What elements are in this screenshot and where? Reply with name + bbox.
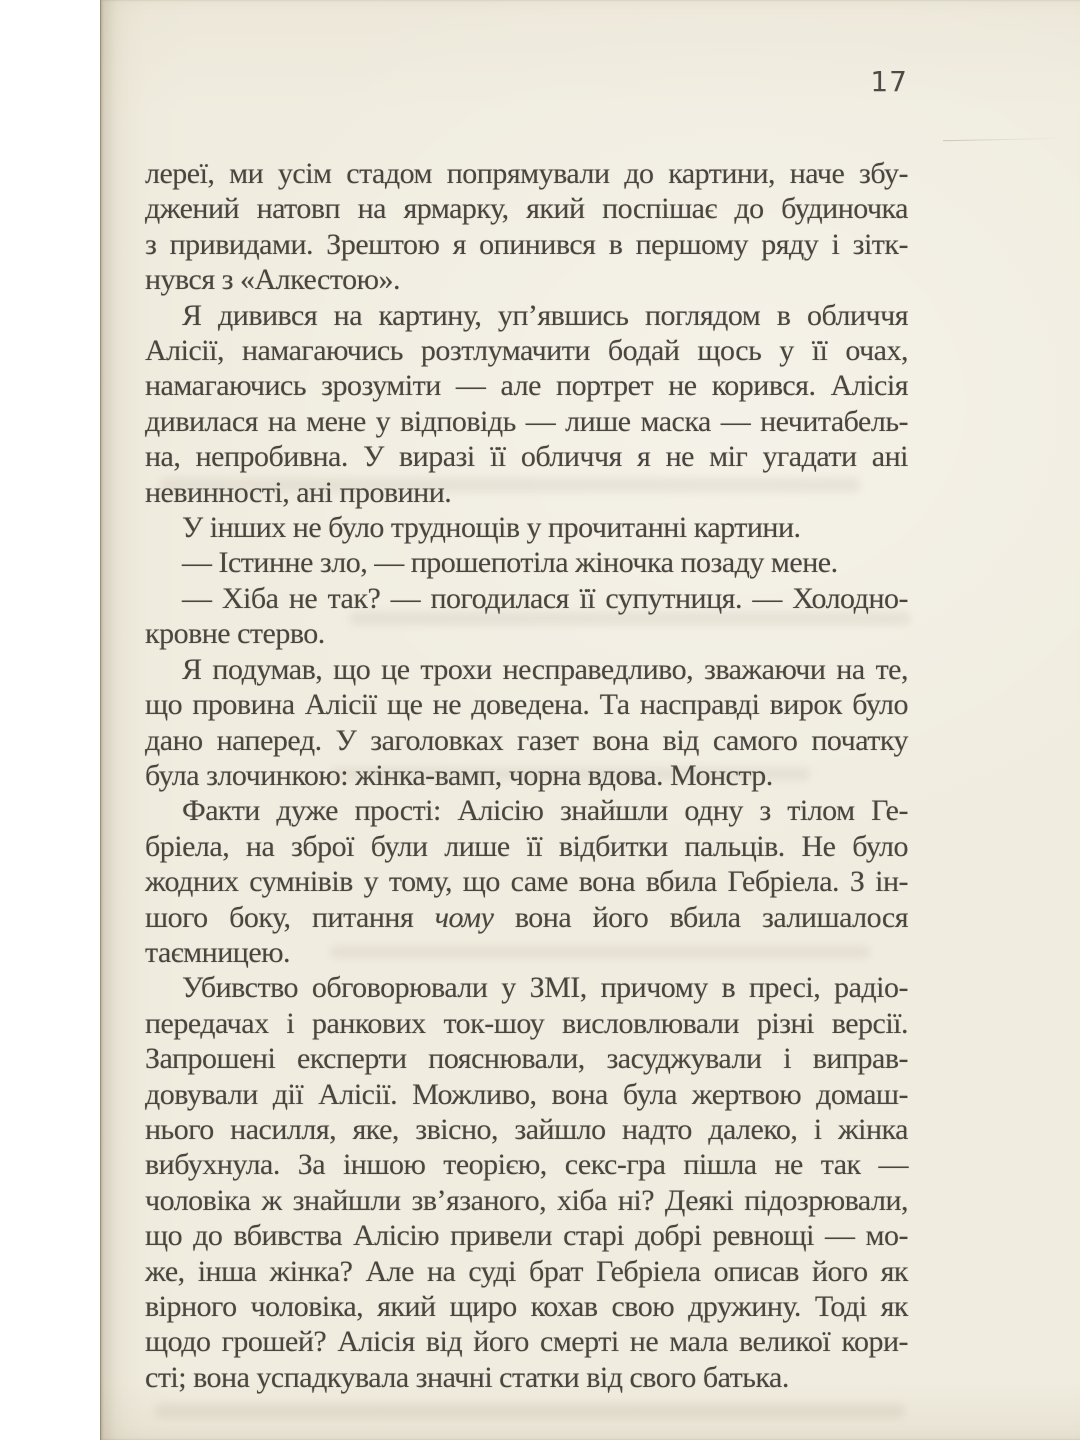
text-line: передачах і ранкових ток-шоу висловлювали різні версії.	[145, 1006, 908, 1040]
text-line: невинності, ані провини.	[145, 475, 452, 509]
text-line: кровне стерво.	[145, 617, 325, 651]
text-line: дано наперед. У заголовках газет вона від самого початку	[145, 723, 908, 757]
paragraph	[145, 652, 908, 794]
paragraph	[145, 510, 908, 545]
text-line: — Хіба не так? — погодилася її супутниця. — Холодно-	[182, 581, 908, 615]
text-line: сті; вона успадкувала значні статки від свого батька.	[145, 1360, 789, 1394]
text-line: жодних сумнівів у тому, що саме вона вбила Гебріела. З ін-	[145, 865, 908, 899]
text-segment: вона його вбила залишалося	[493, 900, 908, 934]
page-number: 17	[870, 65, 908, 98]
text-line: була злочинкою: жінка-вамп, чорна вдова. Монстр.	[145, 758, 773, 792]
text-line: щодо грошей? Алісія від його смерті не мала великої кори-	[145, 1325, 908, 1359]
text-line: У інших не було труднощів у прочитанні картини.	[182, 511, 801, 545]
text-line: же, інша жінка? Але на суді брат Гебріела описав його як	[145, 1254, 908, 1288]
paragraph	[145, 793, 908, 970]
text-line: бріела, на зброї були лише її відбитки пальців. Не було	[145, 829, 908, 863]
text-line: Алісії, намагаючись розтлумачити бодай щось у її очах,	[145, 334, 908, 368]
text-line: дивилася на мене у відповідь — лише маска — нечитабель-	[145, 404, 908, 438]
text-line: нього насилля, яке, звісно, зайшло надто далеко, і жінка	[145, 1112, 908, 1146]
text-line: на, непробивна. У виразі її обличчя я не міг угадати ані	[145, 440, 908, 474]
text-line: лереї, ми усім стадом попрямували до картини, наче збу-	[145, 157, 908, 190]
text-line: нувся з «Алкестою».	[145, 263, 400, 297]
text-line: джений натовп на ярмарку, який поспішає до будиночка	[145, 192, 908, 226]
text-line: Я дивився на картину, уп’явшись поглядом в обличчя	[182, 298, 908, 332]
book-page-paper	[100, 0, 1080, 1440]
paragraph	[145, 581, 908, 652]
text-line: Запрошені експерти пояснювали, засуджували і виправ-	[145, 1042, 908, 1076]
page-left-edge	[100, 0, 101, 1440]
page-crease	[943, 138, 1063, 142]
text-line: що до вбивства Алісію привели старі добрі ревнощі — мо-	[145, 1219, 908, 1253]
text-line: що провина Алісії ще не доведена. Та насправді вирок було	[145, 688, 908, 722]
text-line: вірного чоловіка, який щиро кохав свою дружину. Тоді як	[145, 1290, 908, 1323]
text-line: намагаючись зрозуміти — але портрет не корився. Алісія	[145, 369, 908, 403]
text-line: Я подумав, що це трохи несправедливо, зважаючи на те,	[182, 652, 908, 686]
text-line: Факти дуже прості: Алісію знайшли одну з тілом Ге-	[182, 794, 908, 828]
text-line: Убивство обговорювали у ЗМІ, причому в пресі, радіо-	[182, 971, 908, 1005]
paragraph	[145, 970, 908, 1395]
text-segment: шого боку, питання	[145, 900, 435, 934]
reverse-side-show-through	[155, 1404, 905, 1418]
italic-word: чому	[434, 900, 494, 934]
text-line	[145, 900, 908, 935]
paragraph	[145, 156, 908, 298]
text-line: таємницею.	[145, 935, 291, 969]
text-line: — Істинне зло, — прошепотіла жіночка позаду мене.	[182, 546, 838, 580]
text-line: з привидами. Зрештою я опинився в першому ряду і зітк-	[145, 227, 908, 261]
text-line: вибухнула. За іншою теорією, секс-гра пішла не так —	[145, 1148, 908, 1182]
text-line: чоловіка ж знайшли зв’язаного, хіба ні? Деякі підозрювали,	[145, 1183, 908, 1217]
paragraph	[145, 545, 908, 580]
text-line: довували дії Алісії. Можливо, вона була жертвою домаш-	[145, 1077, 908, 1111]
paragraph	[145, 298, 908, 510]
body-text-block	[145, 156, 908, 1395]
